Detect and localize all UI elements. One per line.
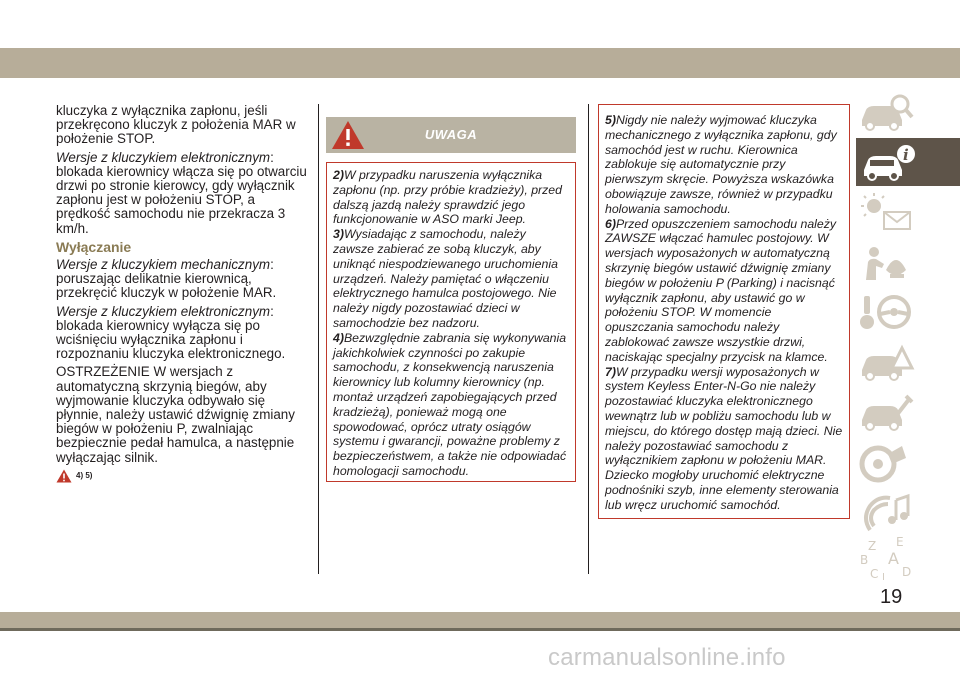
warning-box <box>326 162 576 482</box>
warning-lights-icon <box>856 190 916 234</box>
paragraph-2-body: : blokada kierownicy włącza się po otwarciu drzwi po stronie kierowcy, gdy wyłącznik zapłonu jest w położeniu STOP, a prędkość samochodu nie przekracza 3 km/h. <box>56 149 307 236</box>
paragraph-1: kluczyka z wyłącznika zapłonu, jeśli przekręcono kluczyk z położenia MAR w położenie STOP. <box>56 103 296 147</box>
paragraph-4 <box>56 305 310 362</box>
note-number: 3) <box>333 227 344 242</box>
reference-numbers[interactable]: 4) 5) <box>76 470 93 480</box>
index-letters-icon <box>856 536 916 584</box>
top-margin <box>0 0 960 48</box>
warning-triangle-icon <box>56 469 72 483</box>
multimedia-icon <box>856 490 916 534</box>
note-number: 4) <box>333 330 344 345</box>
paragraph-3-lead: Wersje z kluczykiem mechanicznym <box>56 257 271 273</box>
index-letter: C <box>870 567 879 581</box>
footer-area <box>0 631 960 678</box>
tab-car-info-active[interactable] <box>856 138 960 186</box>
tab-technical-data[interactable] <box>856 438 960 486</box>
note-number: 6) <box>605 216 616 231</box>
note-number: 7) <box>605 364 616 379</box>
note-text: Bezwzględnie zabrania się wykonywania jakichkolwiek czynności po zakupie samochodu, z konsekwencją naruszenia kierownicy lub kolumny kierownicy (np. montaż urządzeń zapobiegających przed kradzieżą), ponieważ mogą one spowodować, oprócz utraty osiągów systemu i gwarancji, poważne problemy z bezpieczeństwem, a także nie odpowiadać homologacji samochodu. <box>333 330 567 478</box>
warning-note-3 <box>333 227 569 331</box>
tab-lights-messages[interactable] <box>856 188 960 236</box>
note-text: W przypadku naruszenia wyłącznika zapłonu (np. przy próbie kradzieży), przed dalszą jazdą należy sprawdzić jego funkcjonowanie w ASO marki Jeep. <box>333 168 562 227</box>
index-letter: Z <box>868 539 877 553</box>
warning-note-5 <box>605 113 843 217</box>
warning-references <box>56 469 310 483</box>
note-number: 2) <box>333 168 344 182</box>
warning-note-6 <box>605 217 843 365</box>
paragraph-2-lead: Wersje z kluczykiem elektronicznym <box>56 149 271 165</box>
column-divider <box>318 104 319 574</box>
tab-safety[interactable] <box>856 238 960 286</box>
paragraph-4-body: : blokada kierownicy wyłącza się po wciśnięciu wyłącznika zapłonu i rozpoznaniu kluczyka elektronicznego. <box>56 303 286 362</box>
safety-airbag-icon <box>856 240 916 284</box>
column-divider <box>588 104 589 574</box>
warning-note-7 <box>605 365 843 513</box>
paragraph-2 <box>56 151 310 236</box>
paragraph-3-body: : poruszając delikatnie kierownicą, przekręcić kluczyk w położenie MAR. <box>56 257 277 301</box>
paragraph-3 <box>56 258 310 301</box>
car-service-icon <box>856 390 916 434</box>
warning-title: UWAGA <box>424 127 478 142</box>
note-number: 5) <box>605 113 616 127</box>
warning-header <box>326 117 576 153</box>
note-text: Nigdy nie należy wyjmować kluczyka mechanicznego z wyłącznika zapłonu, gdy samochód jest w ruchu. Kierownica zablokuje się automatycznie przy pierwszym skręcie. Powyższa wskazówka obowiązuje zawsze, również w przypadku holowania samochodu. <box>605 113 837 216</box>
warning-note-2 <box>333 168 569 227</box>
tab-servicing[interactable] <box>856 388 960 436</box>
warning-box-continued <box>598 104 850 519</box>
note-text: W przypadku wersji wyposażonych w system Keyless Enter-N-Go nie należy pozostawiać kluczyka elektronicznego wewnątrz lub w pobliżu samochodu lub w miejscu, do którego dostęp mają dzieci. Nie należy pozostawiać samochodu z wyłącznikiem zapłonu w położeniu MAR. Dziecko mogłoby uruchomić elektryczne podnośniki szyb, inne elementy sterowania lub wręcz uruchomić samochód. <box>605 364 843 512</box>
paragraph-4-lead: Wersje z kluczykiem elektronicznym <box>56 303 271 319</box>
key-steering-wheel-icon <box>856 290 916 334</box>
tab-multimedia[interactable] <box>856 488 960 536</box>
tab-index[interactable] <box>856 536 960 584</box>
section-heading: Wyłączanie <box>56 238 132 255</box>
car-search-icon <box>856 90 916 134</box>
tab-car-search[interactable] <box>856 88 960 136</box>
index-letter: D <box>902 565 912 579</box>
header-band <box>0 48 960 78</box>
left-column <box>56 104 310 483</box>
note-text: Wysiadając z samochodu, należy zawsze zabierać ze sobą kluczyk, aby uniknąć niespodziewanego uruchomienia urządzeń. Należy pamiętać o włączeniu elektrycznego hamulca postojowego. Nie należy nigdy pozostawiać dzieci w samochodzie bez nadzoru. <box>333 227 558 330</box>
index-letter: A <box>888 549 899 568</box>
page-number: 19 <box>880 586 903 608</box>
index-letter: E <box>896 536 904 549</box>
tab-starting-driving[interactable] <box>856 288 960 336</box>
info-letter: i <box>903 146 909 164</box>
watermark: carmanualsonline.info <box>548 644 786 671</box>
note-text: Przed opuszczeniem samochodu należy ZAWSZE włączać hamulec postojowy. W wersjach wyposażonych w automatyczną skrzynię biegów ustawić dźwignię zmiany biegów w położeniu P (Parking) i nacisnąć wyłącznik zapłonu, aby ustawić go w położeniu STOP. W momencie opuszczania samochodu należy zablokować zawsze wszystkie drzwi, naciskając specjalny przycisk na klamce. <box>605 216 837 364</box>
index-letter: I <box>882 572 885 583</box>
warning-note-4 <box>333 331 569 479</box>
paragraph-5: OSTRZEŻENIE W wersjach z automatyczną skrzynią biegów, aby wyjmowanie kluczyka odbywało się płynnie, należy ustawić dźwignię zmiany biegów w położeniu P, zwalniając bezpiecznie pedał hamulca, a następnie wyłączając silnik. <box>56 364 295 465</box>
index-letter: B <box>860 553 869 567</box>
tab-emergency[interactable] <box>856 338 960 386</box>
car-emergency-icon <box>856 340 916 384</box>
technical-data-icon <box>856 440 916 484</box>
